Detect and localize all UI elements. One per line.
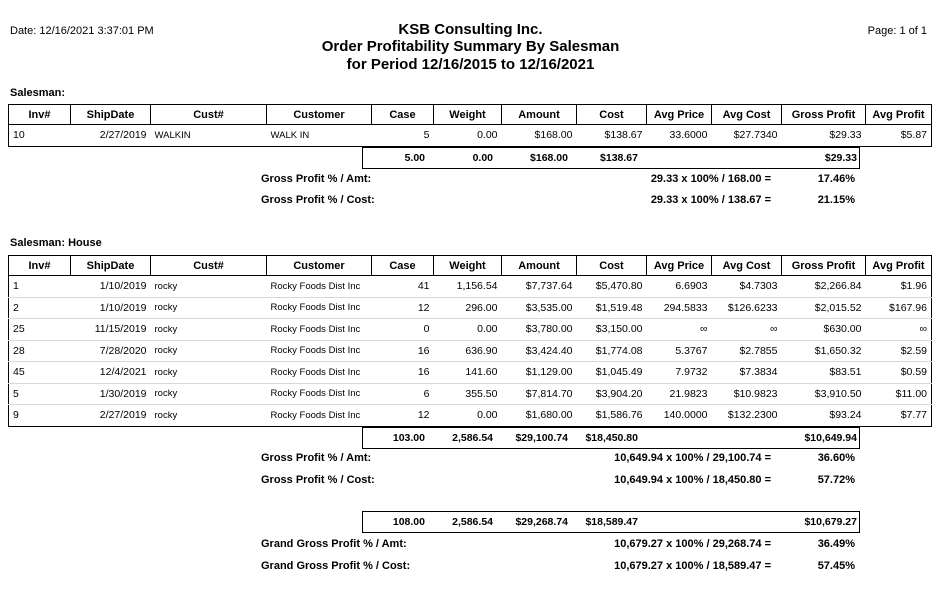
cell-case: 12 [372, 297, 434, 319]
cell-amount: $7,814.70 [502, 383, 577, 405]
col-header-cust: Cust# [151, 256, 267, 276]
subtotal-amount: $168.00 [530, 152, 568, 164]
col-header-avg-cost: Avg Cost [712, 256, 782, 276]
cell-case: 0 [372, 319, 434, 341]
cell-inv: 2 [9, 297, 71, 319]
grand-gp-cost-label: Grand Gross Profit % / Cost: [261, 560, 411, 572]
salesman-label: Salesman: [10, 87, 66, 99]
col-header-cust: Cust# [151, 105, 267, 125]
col-header-customer: Customer [267, 105, 372, 125]
gp-amt-formula: 10,649.94 x 100% / 29,100.74 = [614, 452, 771, 464]
header-row [9, 105, 932, 125]
cell-cust: rocky [151, 383, 267, 405]
grand-gp-cost-formula: 10,679.27 x 100% / 18,589.47 = [614, 560, 771, 572]
subtotal-row [362, 427, 860, 449]
cell-cust: rocky [151, 362, 267, 384]
cell-cost: $5,470.80 [577, 276, 647, 298]
gp-amt-formula: 29.33 x 100% / 168.00 = [650, 173, 771, 185]
grand-gp-amt-formula: 10,679.27 x 100% / 29,268.74 = [614, 538, 771, 550]
cell-avg-price: 7.9732 [647, 362, 712, 384]
cell-avg-profit: $1.96 [866, 276, 932, 298]
grand-gp-amt-value: 36.49% [817, 538, 855, 550]
table-row [9, 340, 932, 362]
gp-cost-formula: 29.33 x 100% / 138.67 = [650, 194, 771, 206]
grand-amount: $29,268.74 [515, 516, 568, 528]
cell-customer: Rocky Foods Dist Inc [267, 362, 372, 384]
cell-avg-cost: $7.3834 [712, 362, 782, 384]
col-header-gross-profit: Gross Profit [782, 105, 866, 125]
cell-weight: 355.50 [434, 383, 502, 405]
grand-gross-profit: $10,679.27 [804, 516, 857, 528]
cell-cost: $3,150.00 [577, 319, 647, 341]
cell-shipdate: 12/4/2021 [71, 362, 151, 384]
cell-amount: $1,680.00 [502, 405, 577, 427]
cell-cust: rocky [151, 405, 267, 427]
cell-gross-profit: $29.33 [782, 125, 866, 147]
col-header-cost: Cost [577, 105, 647, 125]
col-header-cost: Cost [577, 256, 647, 276]
cell-weight: 0.00 [434, 319, 502, 341]
cell-weight: 0.00 [434, 125, 502, 147]
cell-avg-price: 5.3767 [647, 340, 712, 362]
subtotal-gross-profit: $10,649.94 [804, 432, 857, 444]
grand-cost: $18,589.47 [585, 516, 638, 528]
col-header-weight: Weight [434, 105, 502, 125]
grand-gp-amt-label: Grand Gross Profit % / Amt: [261, 538, 407, 550]
report-date: Date: 12/16/2021 3:37:01 PM [10, 25, 154, 37]
cell-avg-profit: $7.77 [866, 405, 932, 427]
cell-case: 6 [372, 383, 434, 405]
cell-avg-profit: $11.00 [866, 383, 932, 405]
col-header-shipdate: ShipDate [71, 105, 151, 125]
cell-avg-cost: $126.6233 [712, 297, 782, 319]
gp-cost-label: Gross Profit % / Cost: [261, 194, 375, 206]
cell-gross-profit: $1,650.32 [782, 340, 866, 362]
cell-avg-profit: $0.59 [866, 362, 932, 384]
cell-case: 41 [372, 276, 434, 298]
cell-avg-cost: $10.9823 [712, 383, 782, 405]
gp-cost-formula: 10,649.94 x 100% / 18,450.80 = [614, 474, 771, 486]
cell-avg-price: 6.6903 [647, 276, 712, 298]
cell-cost: $1,045.49 [577, 362, 647, 384]
cell-customer: WALK IN [267, 125, 372, 147]
table-row [9, 383, 932, 405]
cell-avg-price: 140.0000 [647, 405, 712, 427]
col-header-avg-cost: Avg Cost [712, 105, 782, 125]
gp-cost-label: Gross Profit % / Cost: [261, 474, 375, 486]
subtotal-cost: $18,450.80 [585, 432, 638, 444]
gp-amt-label: Gross Profit % / Amt: [261, 173, 372, 185]
col-header-avg-profit: Avg Profit [866, 105, 932, 125]
subtotal-case: 103.00 [392, 432, 425, 444]
table-row [9, 276, 932, 298]
subtotal-amount: $29,100.74 [515, 432, 568, 444]
cell-amount: $3,424.40 [502, 340, 577, 362]
col-header-shipdate: ShipDate [71, 256, 151, 276]
cell-avg-profit: $2.59 [866, 340, 932, 362]
grand-gp-cost-value: 57.45% [817, 560, 855, 572]
page-number: Page: 1 of 1 [867, 25, 927, 37]
cell-inv: 9 [9, 405, 71, 427]
cell-cost: $1,519.48 [577, 297, 647, 319]
col-header-avg-price: Avg Price [647, 105, 712, 125]
company-name: KSB Consulting Inc. [398, 21, 543, 38]
cell-shipdate: 1/30/2019 [71, 383, 151, 405]
cell-avg-profit: ∞ [866, 319, 932, 341]
cell-gross-profit: $2,015.52 [782, 297, 866, 319]
col-header-case: Case [372, 256, 434, 276]
cell-amount: $1,129.00 [502, 362, 577, 384]
gp-amt-value: 17.46% [817, 173, 855, 185]
cell-amount: $3,535.00 [502, 297, 577, 319]
gp-cost-value: 57.72% [817, 474, 855, 486]
cell-avg-price: 33.6000 [647, 125, 712, 147]
col-header-amount: Amount [502, 105, 577, 125]
cell-weight: 296.00 [434, 297, 502, 319]
col-header-weight: Weight [434, 256, 502, 276]
cell-cust: WALKIN [151, 125, 267, 147]
table-row [9, 405, 932, 427]
col-header-case: Case [372, 105, 434, 125]
col-header-inv: Inv# [9, 105, 71, 125]
cell-avg-cost: $27.7340 [712, 125, 782, 147]
cell-weight: 636.90 [434, 340, 502, 362]
gp-amt-label: Gross Profit % / Amt: [261, 452, 372, 464]
cell-avg-cost: ∞ [712, 319, 782, 341]
col-header-customer: Customer [267, 256, 372, 276]
col-header-inv: Inv# [9, 256, 71, 276]
cell-customer: Rocky Foods Dist Inc [267, 405, 372, 427]
cell-avg-price: ∞ [647, 319, 712, 341]
cell-avg-price: 294.5833 [647, 297, 712, 319]
col-header-avg-price: Avg Price [647, 256, 712, 276]
cell-cust: rocky [151, 319, 267, 341]
cell-avg-profit: $167.96 [866, 297, 932, 319]
cell-inv: 5 [9, 383, 71, 405]
cell-weight: 1,156.54 [434, 276, 502, 298]
gp-cost-value: 21.15% [817, 194, 855, 206]
cell-gross-profit: $630.00 [782, 319, 866, 341]
col-header-gross-profit: Gross Profit [782, 256, 866, 276]
order-table [8, 104, 932, 147]
cell-gross-profit: $83.51 [782, 362, 866, 384]
cell-shipdate: 2/27/2019 [71, 405, 151, 427]
cell-shipdate: 1/10/2019 [71, 297, 151, 319]
subtotal-weight: 2,586.54 [452, 432, 493, 444]
cell-shipdate: 2/27/2019 [71, 125, 151, 147]
cell-customer: Rocky Foods Dist Inc [267, 340, 372, 362]
subtotal-cost: $138.67 [600, 152, 638, 164]
cell-customer: Rocky Foods Dist Inc [267, 383, 372, 405]
cell-inv: 10 [9, 125, 71, 147]
cell-cost: $1,586.76 [577, 405, 647, 427]
subtotal-case: 5.00 [404, 152, 425, 164]
cell-inv: 45 [9, 362, 71, 384]
cell-inv: 28 [9, 340, 71, 362]
cell-avg-profit: $5.87 [866, 125, 932, 147]
grand-weight: 2,586.54 [452, 516, 493, 528]
order-table [8, 255, 932, 427]
cell-amount: $7,737.64 [502, 276, 577, 298]
cell-gross-profit: $3,910.50 [782, 383, 866, 405]
cell-cost: $1,774.08 [577, 340, 647, 362]
col-header-amount: Amount [502, 256, 577, 276]
cell-shipdate: 7/28/2020 [71, 340, 151, 362]
cell-cust: rocky [151, 276, 267, 298]
gp-amt-value: 36.60% [817, 452, 855, 464]
cell-cust: rocky [151, 297, 267, 319]
grand-case: 108.00 [392, 516, 425, 528]
cell-customer: Rocky Foods Dist Inc [267, 319, 372, 341]
cell-shipdate: 1/10/2019 [71, 276, 151, 298]
salesman-label: Salesman: House [10, 237, 102, 249]
cell-inv: 25 [9, 319, 71, 341]
subtotal-gross-profit: $29.33 [824, 152, 857, 164]
cell-avg-price: 21.9823 [647, 383, 712, 405]
cell-weight: 0.00 [434, 405, 502, 427]
cell-inv: 1 [9, 276, 71, 298]
table-row [9, 297, 932, 319]
cell-avg-cost: $132.2300 [712, 405, 782, 427]
cell-customer: Rocky Foods Dist Inc [267, 297, 372, 319]
cell-avg-cost: $4.7303 [712, 276, 782, 298]
report-title: Order Profitability Summary By Salesman [321, 38, 620, 55]
subtotal-weight: 0.00 [472, 152, 493, 164]
cell-customer: Rocky Foods Dist Inc [267, 276, 372, 298]
col-header-avg-profit: Avg Profit [866, 256, 932, 276]
cell-gross-profit: $2,266.84 [782, 276, 866, 298]
cell-amount: $168.00 [502, 125, 577, 147]
table-row [9, 362, 932, 384]
cell-cost: $3,904.20 [577, 383, 647, 405]
cell-case: 12 [372, 405, 434, 427]
table-row [9, 319, 932, 341]
cell-cust: rocky [151, 340, 267, 362]
table-row [9, 125, 932, 147]
cell-avg-cost: $2.7855 [712, 340, 782, 362]
report-period: for Period 12/16/2015 to 12/16/2021 [346, 56, 595, 73]
cell-shipdate: 11/15/2019 [71, 319, 151, 341]
header-row [9, 256, 932, 276]
cell-weight: 141.60 [434, 362, 502, 384]
cell-amount: $3,780.00 [502, 319, 577, 341]
cell-cost: $138.67 [577, 125, 647, 147]
cell-case: 16 [372, 362, 434, 384]
cell-case: 16 [372, 340, 434, 362]
grand-total-row [362, 511, 860, 533]
cell-gross-profit: $93.24 [782, 405, 866, 427]
cell-case: 5 [372, 125, 434, 147]
subtotal-row [362, 147, 860, 169]
